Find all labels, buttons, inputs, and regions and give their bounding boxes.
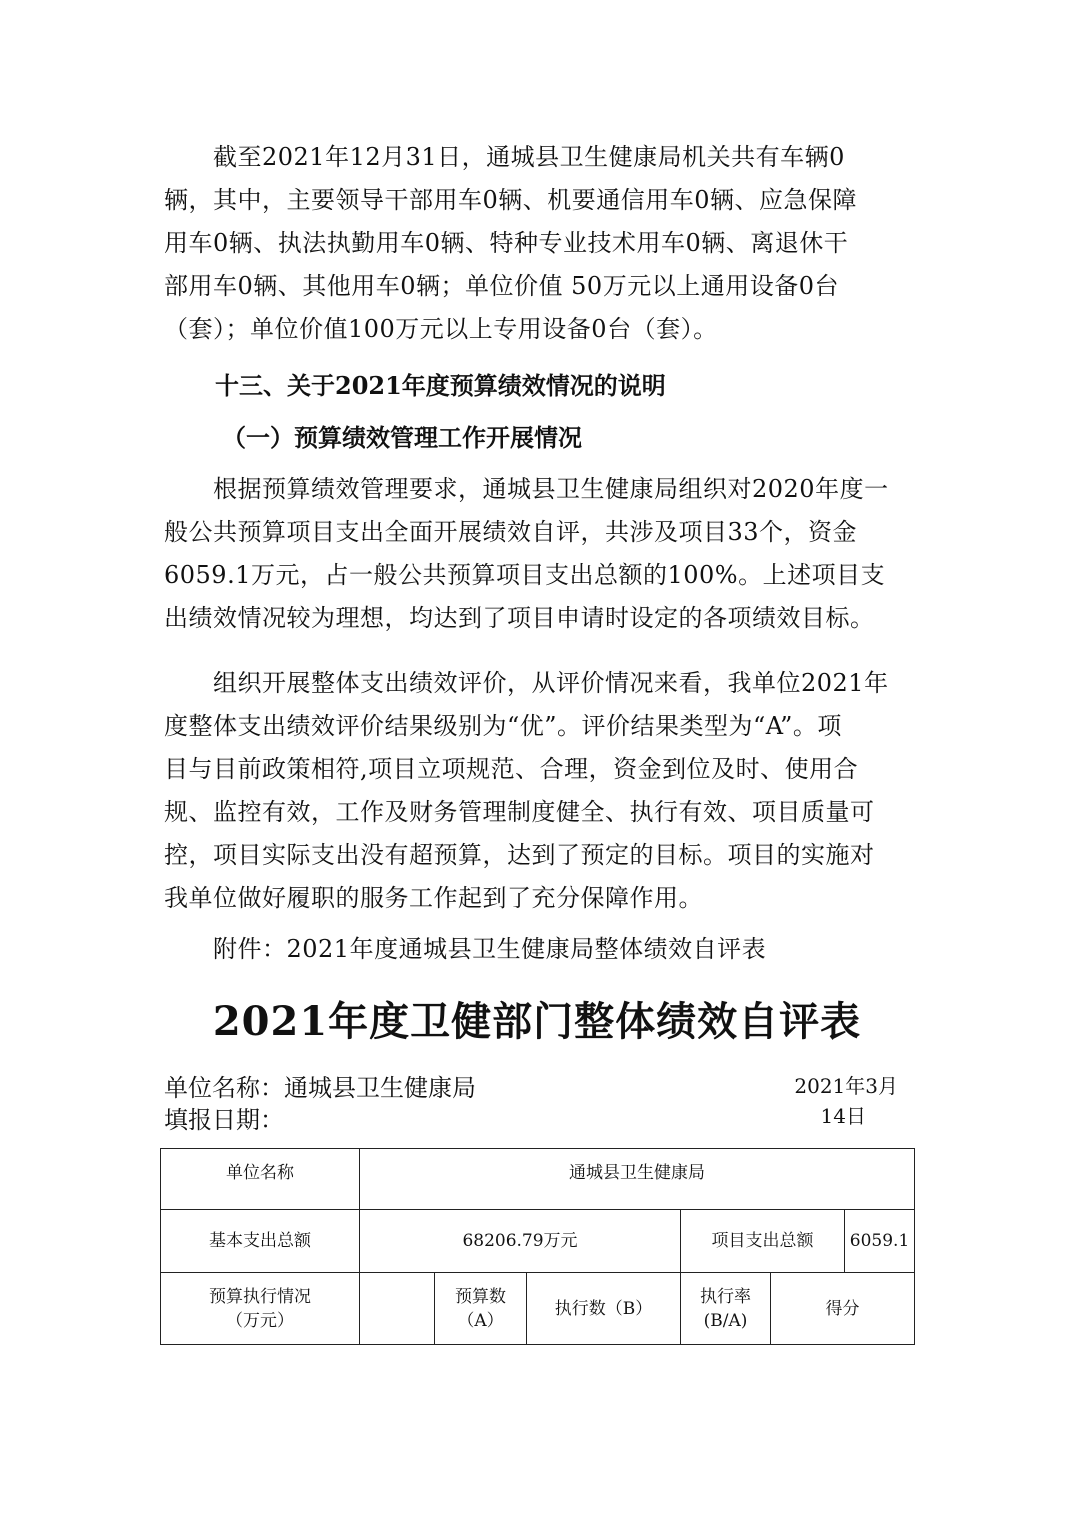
- unit-name-value-cell: 通城县卫生健康局: [360, 1149, 915, 1210]
- paragraph-project-evaluation: [164, 468, 910, 640]
- text-line: 我单位做好履职的服务工作起到了充分保障作用。: [164, 884, 703, 912]
- text-line: 控，项目实际支出没有超预算，达到了预定的目标。项目的实施对: [164, 841, 875, 869]
- budget-amount-line1: 预算数: [455, 1286, 506, 1307]
- budget-execution-label-cell: [161, 1273, 360, 1345]
- text-line: 目与目前政策相符,项目立项规范、合理，资金到位及时、使用合: [164, 755, 859, 783]
- executed-amount-header-cell: 执行数（B）: [527, 1273, 681, 1345]
- text-line: 度整体支出绩效评价结果级别为“优”。评价结果类型为“A”。项: [164, 712, 842, 740]
- paragraph-vehicles: [164, 136, 910, 351]
- text-line: 辆，其中，主要领导干部用车0辆、机要通信用车0辆、应急保障: [164, 186, 858, 214]
- score-header-cell: 得分: [771, 1273, 915, 1345]
- text-line: 附件：2021年度通城县卫生健康局整体绩效自评表: [164, 935, 767, 963]
- subsection-heading-1: （一）预算绩效管理工作开展情况: [222, 423, 582, 452]
- text-line: 组织开展整体支出绩效评价，从评价情况来看，我单位2021年: [164, 669, 889, 697]
- text-line: 用车0辆、执法执勤用车0辆、特种专业技术用车0辆、离退休干: [164, 229, 849, 257]
- attachment-note: [164, 928, 910, 971]
- text-line: 截至2021年12月31日，通城县卫生健康局机关共有车辆0: [164, 143, 845, 171]
- fill-date-line1: 2021年3月: [794, 1074, 898, 1098]
- execution-rate-line1: 执行率: [700, 1286, 751, 1307]
- fill-date-label: 填报日期：: [164, 1106, 284, 1134]
- project-expenditure-label-cell: 项目支出总额: [681, 1210, 845, 1273]
- section-heading-13: 十三、关于2021年度预算绩效情况的说明: [215, 371, 666, 400]
- budget-amount-line2: （A）: [457, 1310, 504, 1331]
- form-title: 2021年度卫健部门整体绩效自评表: [212, 998, 862, 1045]
- execution-rate-header-cell: [681, 1273, 771, 1345]
- fill-date-line2: 14日: [820, 1104, 866, 1128]
- paragraph-overall-evaluation: [164, 662, 910, 920]
- text-line: 6059.1万元，占一般公共预算项目支出总额的100%。上述项目支: [164, 561, 886, 589]
- text-line: 般公共预算项目支出全面开展绩效自评，共涉及项目33个，资金: [164, 518, 858, 546]
- text-line: 部用车0辆、其他用车0辆；单位价值 50万元以上通用设备0台: [164, 272, 839, 300]
- budget-execution-label-line2: （万元）: [226, 1310, 294, 1331]
- budget-amount-header-cell: [435, 1273, 527, 1345]
- evaluation-table: [160, 1148, 915, 1345]
- unit-name-label: 单位名称：通城县卫生健康局: [164, 1074, 476, 1102]
- execution-rate-line2: (B/A): [703, 1310, 748, 1331]
- table-row: [161, 1273, 915, 1345]
- empty-cell: [360, 1273, 435, 1345]
- basic-expenditure-label-cell: 基本支出总额: [161, 1210, 360, 1273]
- text-line: 根据预算绩效管理要求，通城县卫生健康局组织对2020年度一: [164, 475, 889, 503]
- project-expenditure-value-cell: 6059.1: [845, 1210, 915, 1273]
- text-line: 出绩效情况较为理想，均达到了项目申请时设定的各项绩效目标。: [164, 604, 875, 632]
- table-row: [161, 1210, 915, 1273]
- unit-name-header-cell: 单位名称: [161, 1149, 360, 1210]
- text-line: 规、监控有效，工作及财务管理制度健全、执行有效、项目质量可: [164, 798, 875, 826]
- table-row: [161, 1149, 915, 1210]
- basic-expenditure-value-cell: 68206.79万元: [360, 1210, 681, 1273]
- text-line: （套）；单位价值100万元以上专用设备0台（套）。: [164, 315, 718, 343]
- budget-execution-label-line1: 预算执行情况: [209, 1286, 311, 1307]
